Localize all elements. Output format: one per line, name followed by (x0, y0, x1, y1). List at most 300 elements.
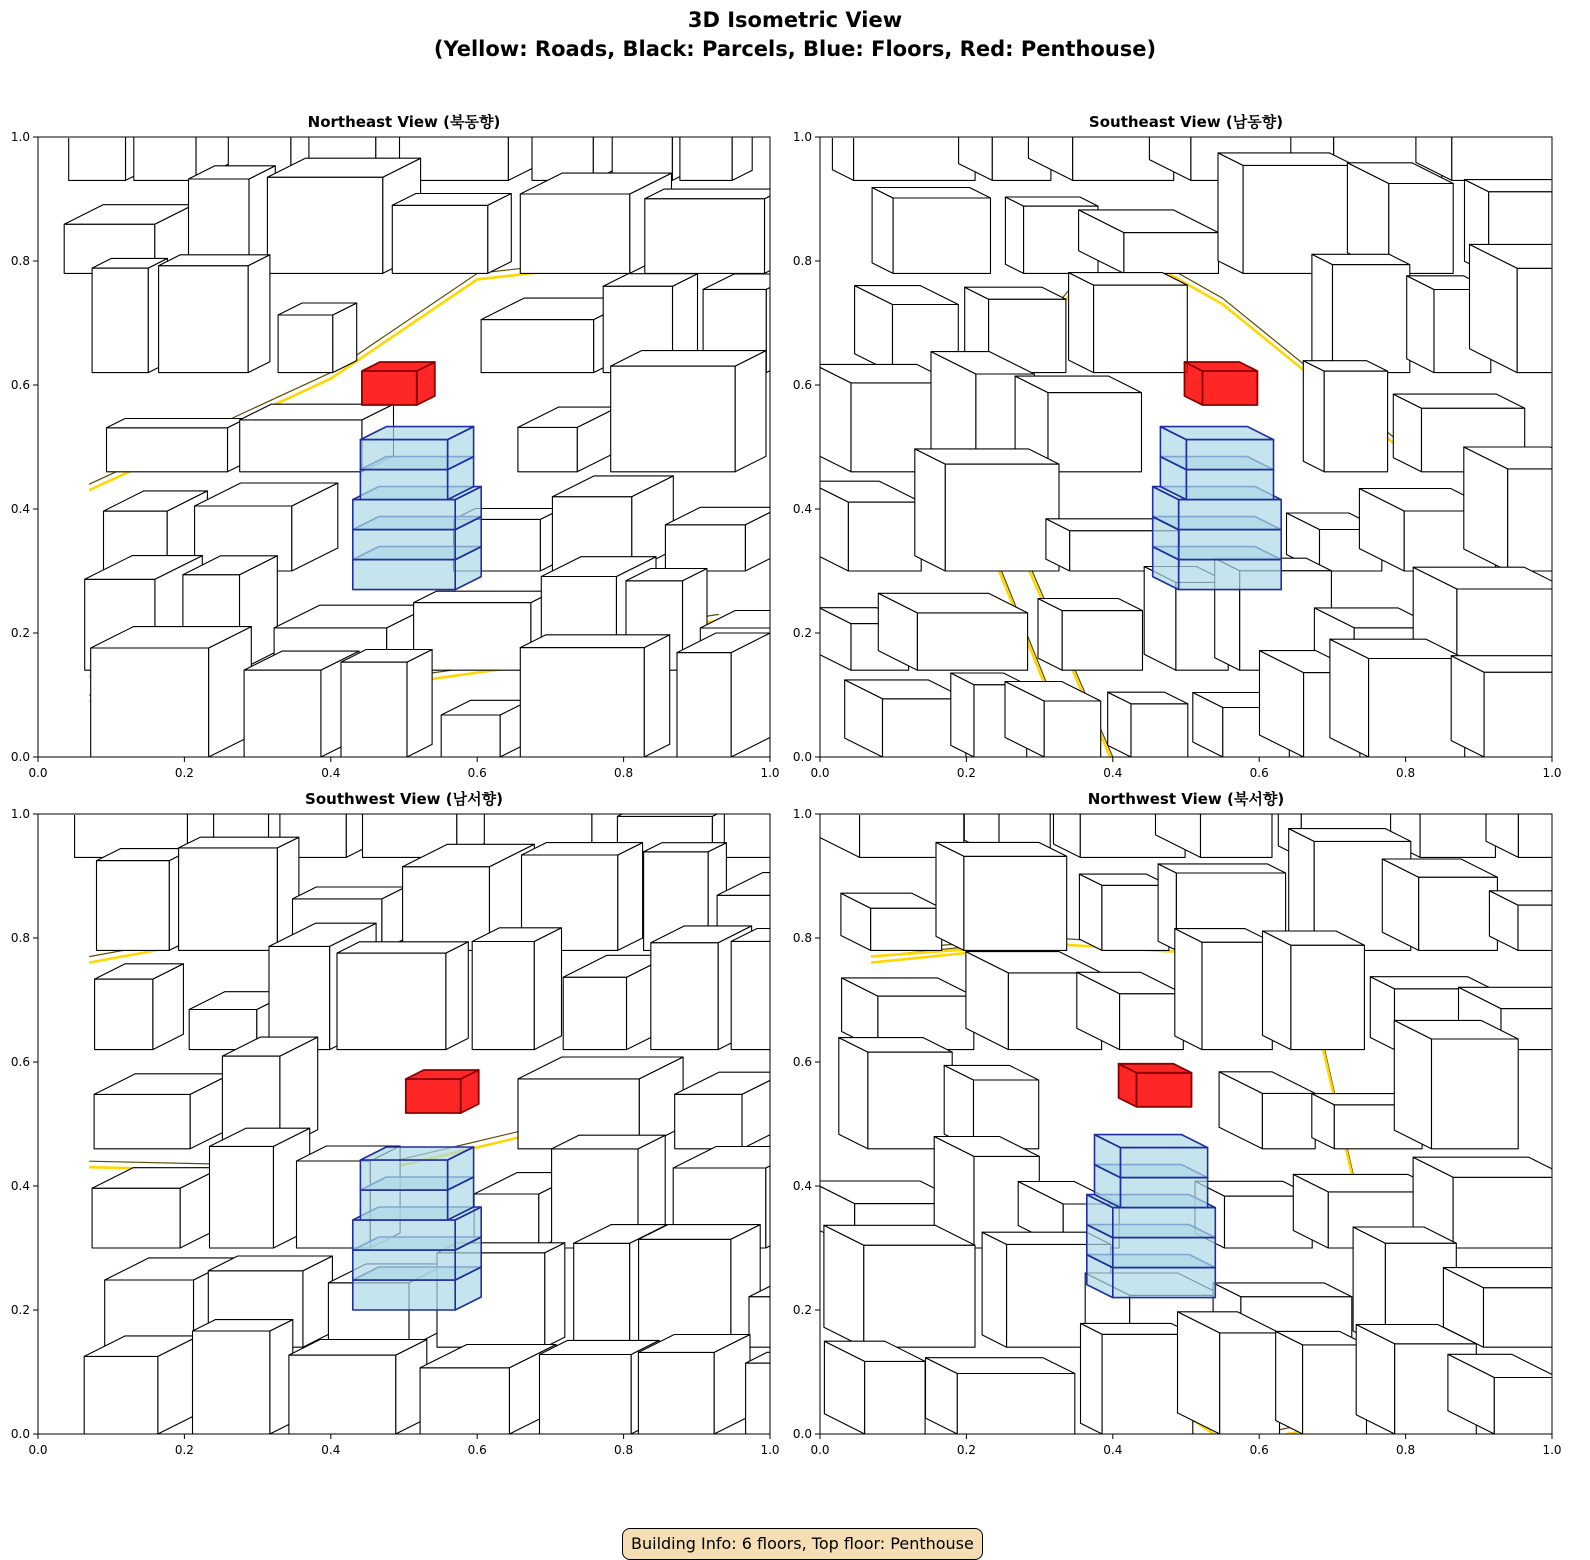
parcel-box-top (107, 419, 247, 428)
parcel-box (532, 100, 617, 181)
parcel-box-side (1394, 1020, 1431, 1148)
parcel-box-side (982, 1232, 1007, 1347)
y-tick-label: 0.8 (792, 931, 812, 945)
parcel-box-front (848, 502, 921, 571)
parcel-box-top (520, 635, 669, 648)
y-tick-label: 0.0 (10, 1427, 30, 1441)
x-tick-label: 0.2 (174, 766, 194, 780)
parcel-box-front (1094, 285, 1188, 373)
parcel-box-side (1276, 1331, 1303, 1434)
parcel-box (824, 1341, 925, 1434)
parcel-box (179, 837, 299, 950)
parcel-box (645, 189, 784, 273)
parcel-box-front (474, 1194, 539, 1248)
x-tick-label: 0.0 (810, 1443, 830, 1457)
parcel-box (1451, 656, 1590, 757)
parcel-box-front (1124, 233, 1219, 274)
parcel-box-top (69, 111, 152, 124)
parcel-box (420, 1345, 556, 1435)
parcel-box (959, 80, 1051, 180)
parcel-box-top (414, 591, 554, 602)
parcel-box-side (951, 673, 974, 757)
parcel-box (878, 593, 1027, 670)
parcel-box-front (1494, 1378, 1558, 1435)
y-tick-label: 0.4 (792, 1179, 812, 1193)
parcel-box-side (936, 842, 964, 950)
parcel-box (926, 1358, 1075, 1434)
parcel-box-top (717, 873, 860, 896)
parcel-box-front (638, 1352, 714, 1434)
parcel-box (612, 123, 691, 181)
parcel-box-front (472, 942, 534, 1050)
y-tick-label: 0.0 (10, 750, 30, 764)
parcel-box-front (341, 662, 407, 757)
parcel-box (84, 1336, 199, 1434)
parcel-box-top (1158, 864, 1286, 873)
parcel-box-side (1303, 361, 1324, 472)
parcel-box (1394, 1020, 1518, 1148)
parcel-box-top (337, 942, 468, 953)
parcel-box-side (1158, 864, 1176, 951)
floor-5-front (1186, 440, 1273, 470)
parcel-box-front (1333, 265, 1410, 373)
x-tick-label: 0.6 (467, 766, 487, 780)
parcel-box-side (824, 1225, 864, 1347)
parcel-box-front (193, 1331, 270, 1434)
parcel-box-side (1330, 639, 1369, 757)
parcels-1 (64, 72, 836, 757)
parcel-box-front (680, 117, 732, 181)
parcel-box (806, 481, 921, 571)
parcel-box (193, 1320, 293, 1434)
parcel-box-side (545, 1243, 565, 1347)
parcel-box-side (1054, 795, 1081, 857)
parcel-box-top (959, 80, 1051, 97)
parcel-box-front (84, 1356, 158, 1434)
parcel-box-side (1486, 755, 1518, 857)
parcel-box-front (675, 1094, 742, 1149)
parcel-box (392, 194, 511, 274)
floor-4-front (1121, 1178, 1208, 1208)
parcel-box-front (1369, 659, 1465, 758)
x-tick-label: 1.0 (1542, 766, 1562, 780)
parcel-box-side (446, 942, 469, 1050)
parcel-box (1276, 1331, 1367, 1434)
x-tick-label: 0.2 (956, 766, 976, 780)
parcel-box (337, 942, 468, 1050)
floor-1-front (1179, 560, 1282, 590)
parcel-box-side (839, 1038, 868, 1149)
parcel-box (107, 419, 247, 472)
parcel-box (1464, 447, 1590, 571)
parcel-box-front (964, 856, 1067, 950)
floor-2-front (353, 530, 455, 560)
y-tick-label: 0.2 (792, 1303, 812, 1317)
floor-1-front (1113, 1268, 1216, 1298)
parcel-box (92, 1168, 221, 1248)
parcel-box-side (787, 929, 813, 1050)
parcel-box (1443, 1268, 1590, 1348)
parcel-box-top (872, 188, 990, 199)
parcel-box-front (645, 199, 765, 274)
parcel-box (289, 1340, 427, 1435)
parcel-box-front (403, 867, 490, 951)
parcel-box-front (532, 112, 593, 181)
parcel-box-front (865, 1361, 925, 1434)
parcel-box-front (244, 670, 321, 757)
parcel-box-top (532, 100, 617, 112)
y-tick-label: 1.0 (792, 807, 812, 821)
parcel-box-side (959, 80, 993, 180)
floor-1-front (353, 560, 455, 590)
parcel-box-front (75, 773, 188, 857)
parcel-box-front (92, 1188, 180, 1248)
y-tick-label: 0.8 (792, 254, 812, 268)
parcel-box-side (731, 633, 770, 757)
parcel-box-front (611, 366, 735, 472)
parcel-box (1382, 859, 1497, 950)
parcel-box (1486, 755, 1590, 857)
x-tick-label: 0.4 (1103, 1443, 1123, 1457)
parcel-box-front (1484, 672, 1590, 757)
parcel-box-front (1062, 611, 1142, 671)
floor-5 (360, 1147, 473, 1190)
parcel-box-front (1324, 371, 1387, 472)
parcel-box-front (731, 941, 787, 1049)
parcel-box-side (1312, 254, 1333, 372)
parcel-box-front (677, 653, 731, 757)
panel-1 (11, 72, 836, 780)
floor-5 (1095, 1135, 1208, 1178)
parcel-box-front (639, 1239, 731, 1347)
penthouse (362, 362, 435, 405)
parcel-box (441, 700, 529, 757)
panels (11, 65, 1590, 1458)
parcel-box-side (732, 107, 752, 181)
figure-title-line1: 3D Isometric View (687, 8, 903, 32)
floor-5 (1160, 427, 1273, 470)
parcel-box-front (1131, 704, 1188, 757)
parcel-box-side (488, 194, 512, 274)
parcel-box (92, 258, 167, 372)
parcel-box (1108, 692, 1188, 757)
parcel-box-side (1175, 929, 1202, 1050)
parcel-box (1303, 361, 1387, 472)
parcel-box-top (724, 784, 887, 808)
x-tick-label: 0.6 (1249, 766, 1269, 780)
y-tick-label: 0.6 (10, 378, 30, 392)
penthouse-front (362, 371, 417, 405)
parcel-box-top (645, 189, 784, 199)
floor-2-front (353, 1250, 455, 1280)
floor-5 (360, 427, 473, 470)
parcel-box-side (872, 188, 893, 274)
x-tick-label: 0.2 (956, 1443, 976, 1457)
building-2 (1153, 362, 1282, 590)
parcel-box (731, 929, 813, 1050)
parcel-box-front (1120, 994, 1184, 1050)
parcel-box (936, 842, 1067, 950)
x-tick-label: 0.2 (174, 1443, 194, 1457)
parcel-box-side (1079, 874, 1102, 950)
parcel-box-top (817, 774, 963, 795)
panel-2 (793, 65, 1590, 781)
parcel-box-front (269, 946, 330, 1049)
parcel-box (1219, 1072, 1315, 1149)
parcel-box-top (703, 274, 797, 289)
floor-5-front (1121, 1148, 1208, 1178)
y-tick-label: 1.0 (10, 807, 30, 821)
parcel-box-front (289, 1355, 396, 1434)
parcel-box-front (92, 268, 148, 373)
parcel-box-front (94, 1094, 190, 1148)
parcel-box-side (832, 65, 853, 181)
scene-3 (75, 727, 888, 1440)
parcel-box-front (917, 613, 1027, 670)
building-3 (353, 1070, 481, 1310)
parcel-box-front (97, 861, 170, 951)
parcels-4 (809, 733, 1590, 1434)
floor-3-front (1113, 1208, 1216, 1238)
parcel-box-front (1432, 1039, 1519, 1149)
parcel-box (680, 107, 752, 181)
x-tick-label: 0.8 (1396, 1443, 1416, 1457)
parcel-box-side (735, 351, 766, 472)
parcel-box-side (248, 255, 270, 373)
parcel-box-front (392, 205, 487, 273)
parcel-box-front (1044, 701, 1101, 757)
scene-2 (806, 65, 1590, 764)
parcel-box-front (893, 198, 990, 273)
x-tick-label: 0.8 (614, 1443, 634, 1457)
parcel-box (824, 1225, 975, 1347)
parcel-box (1263, 931, 1365, 1050)
parcel-box-front (1048, 393, 1142, 472)
parcel-box-side (766, 1147, 809, 1249)
parcel-box-top (832, 65, 975, 76)
parcel-box-front (69, 124, 126, 180)
floor-5-front (360, 1160, 447, 1190)
parcel-box-top (1278, 758, 1408, 770)
penthouse (1119, 1064, 1192, 1107)
parcel-box (520, 635, 669, 757)
parcel-box-front (1452, 126, 1567, 181)
parcel-box (1079, 210, 1219, 274)
parcel-box (832, 65, 975, 181)
parcel-box (1079, 874, 1169, 950)
floor-2-front (1113, 1238, 1216, 1268)
parcel-box-side (534, 928, 561, 1050)
y-tick-label: 0.4 (792, 502, 812, 516)
parcel-box (839, 1038, 952, 1149)
penthouse-front (1203, 371, 1258, 405)
parcel-box-side (915, 449, 946, 571)
scene-1 (64, 72, 836, 757)
parcel-box (845, 680, 966, 757)
floor-5-front (360, 440, 447, 470)
building-4 (1087, 1064, 1216, 1298)
y-tick-label: 0.4 (10, 1179, 30, 1193)
parcel-box-front (95, 979, 153, 1050)
x-tick-label: 0.4 (321, 1443, 341, 1457)
parcel-box-front (159, 266, 249, 373)
parcel-box (159, 255, 270, 373)
parcel-box (400, 97, 547, 180)
parcel-box (872, 188, 990, 274)
parcel-box (518, 407, 618, 472)
parcel-box-front (1484, 1288, 1590, 1348)
parcel-box (1489, 891, 1590, 951)
parcel-box-front (1517, 268, 1590, 372)
parcel-box-side (817, 774, 859, 858)
x-tick-label: 0.0 (28, 766, 48, 780)
floor-3-front (353, 1220, 455, 1250)
parcel-box-front (1202, 942, 1272, 1049)
parcel-box (665, 507, 780, 571)
figure-title-line2: (Yellow: Roads, Black: Parcels, Blue: Floors, Red: Penthouse) (433, 37, 1157, 61)
parcel-box (915, 449, 1059, 571)
parcel-box-side (644, 635, 670, 757)
x-tick-label: 0.4 (321, 766, 341, 780)
parcel-box-front (665, 525, 745, 571)
parcel-box (611, 351, 766, 472)
parcel-box-front (518, 427, 577, 471)
parcel-box-top (964, 761, 1050, 778)
y-tick-label: 0.6 (792, 1055, 812, 1069)
parcel-box-front (278, 315, 333, 373)
y-tick-label: 0.8 (10, 254, 30, 268)
parcel-box (94, 1074, 231, 1149)
parcel-box-front (481, 320, 593, 373)
parcel-box-side (765, 189, 784, 273)
floor-2-front (1179, 530, 1282, 560)
y-tick-label: 0.2 (10, 626, 30, 640)
x-tick-label: 0.0 (28, 1443, 48, 1457)
floor-4-front (1186, 470, 1273, 500)
y-tick-label: 1.0 (10, 130, 30, 144)
subplot-title-3: Southwest View (남서향) (305, 790, 503, 808)
parcel-box (472, 928, 561, 1050)
parcel-box-side (1069, 273, 1094, 373)
parcel-box (95, 964, 184, 1050)
parcel-box-front (651, 943, 718, 1050)
parcel-box-top (1218, 153, 1355, 166)
parcel-box-front (868, 1052, 952, 1149)
parcel-box-front (540, 1355, 632, 1435)
y-tick-label: 0.6 (792, 378, 812, 392)
parcel-box (638, 1335, 750, 1435)
parcel-box-side (1081, 1323, 1103, 1434)
parcel-box-top (680, 107, 752, 117)
panel-3 (11, 727, 887, 1457)
parcel-box-side (618, 843, 643, 951)
info-box: Building Info: 6 floors, Top floor: Penthouse (622, 1528, 983, 1560)
subplot-title-4: Northwest View (북서향) (1087, 790, 1285, 808)
y-tick-label: 0.2 (792, 626, 812, 640)
penthouse-front (406, 1079, 461, 1113)
parcel-box-front (91, 648, 209, 757)
parcel-box-top (228, 72, 313, 83)
parcel-box (278, 303, 357, 373)
parcel-box-front (420, 1368, 509, 1434)
parcel-box-front (240, 420, 362, 472)
parcel-box-side (407, 650, 432, 758)
parcel-box-front (441, 715, 500, 757)
parcel-box-side (1218, 153, 1243, 274)
parcel-box-front (1420, 760, 1495, 857)
parcel-box (210, 1128, 310, 1248)
y-tick-label: 0.0 (792, 750, 812, 764)
y-tick-label: 1.0 (792, 130, 812, 144)
parcel-box-front (945, 464, 1059, 571)
parcel-box-front (1220, 1333, 1280, 1434)
parcel-box (341, 650, 432, 758)
parcel-box-front (1518, 905, 1590, 950)
parcel-box-front (267, 177, 382, 273)
parcel-box-front (563, 977, 626, 1049)
parcel-box-front (864, 1245, 975, 1347)
x-tick-label: 1.0 (1542, 1443, 1562, 1457)
parcel-box (1470, 244, 1590, 372)
parcel-box (91, 627, 252, 757)
parcel-box-front (210, 1146, 274, 1248)
subplot-title-2: Southeast View (남동향) (1088, 113, 1284, 131)
parcel-box-front (574, 1243, 630, 1347)
floor-3-front (1179, 500, 1282, 530)
parcel-box-top (1416, 108, 1567, 126)
x-tick-label: 0.0 (810, 766, 830, 780)
parcel-box (1312, 254, 1410, 372)
y-tick-label: 0.6 (10, 1055, 30, 1069)
parcel-box-side (1005, 197, 1023, 273)
panel-4 (793, 733, 1590, 1457)
y-tick-label: 0.2 (10, 1303, 30, 1317)
parcel-box (639, 1225, 761, 1348)
x-tick-label: 0.8 (1396, 766, 1416, 780)
parcel-box-front (107, 428, 228, 472)
floor-4-front (360, 1190, 447, 1220)
parcel-box-front (746, 1363, 813, 1434)
scene-4 (809, 733, 1590, 1440)
x-tick-label: 0.6 (467, 1443, 487, 1457)
parcels-2 (806, 65, 1590, 758)
floor-4-front (360, 470, 447, 500)
parcel-box-top (214, 794, 303, 811)
parcel-box-front (871, 908, 942, 950)
parcel-box-top (617, 793, 760, 817)
penthouse-front (1137, 1073, 1192, 1107)
parcel-box (841, 893, 942, 950)
parcel-box-side (1407, 276, 1434, 373)
parcel-box-front (957, 1374, 1075, 1435)
parcel-box (1069, 273, 1188, 373)
parcel-box-top (673, 1147, 809, 1169)
parcel-box-top (1486, 755, 1590, 771)
parcel-box-front (1291, 945, 1365, 1049)
parcel-box-front (337, 953, 446, 1050)
parcel-box (1175, 929, 1273, 1050)
parcel-box-front (1262, 1093, 1315, 1148)
parcel-box-side (766, 274, 797, 373)
x-tick-label: 0.4 (1103, 766, 1123, 780)
parcel-box-top (134, 113, 229, 130)
penthouse (406, 1070, 479, 1113)
parcel-box (1178, 1312, 1280, 1434)
y-tick-label: 0.4 (10, 502, 30, 516)
parcel-box-top (612, 123, 691, 132)
parcel-box (1330, 639, 1465, 757)
parcel-box-side (1370, 977, 1394, 1050)
